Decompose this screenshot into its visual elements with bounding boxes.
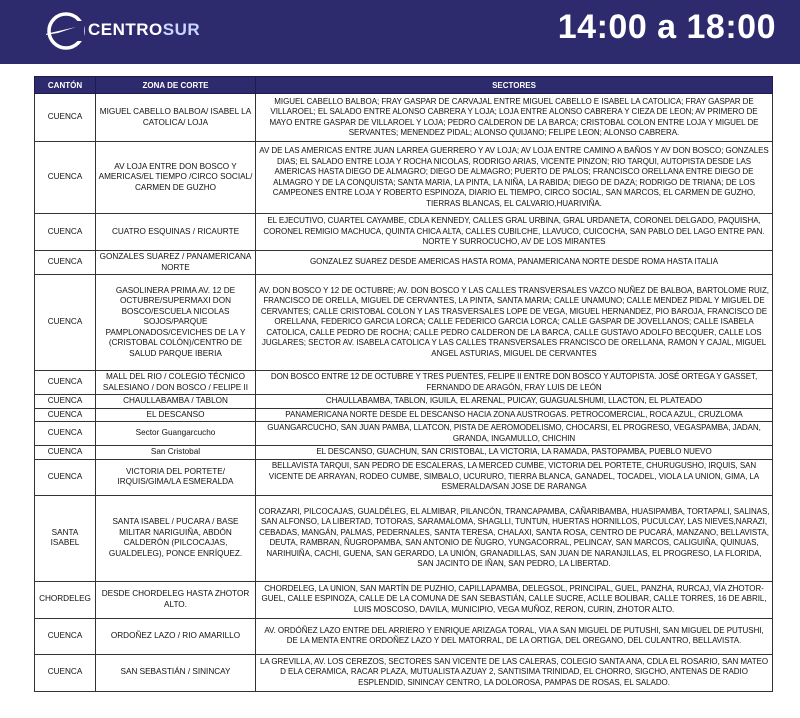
canton-cell: CUENCA — [35, 395, 96, 409]
canton-cell: CUENCA — [35, 251, 96, 275]
zona-cell: GONZALES SUAREZ / PANAMERICANA NORTE — [96, 251, 256, 275]
table-row — [35, 495, 773, 581]
sectores-cell: GONZALEZ SUAREZ DESDE AMERICAS HASTA ROMA, PANAMERICANA NORTE DESDE ROMA HASTA ITALIA — [256, 251, 773, 275]
table-row — [35, 395, 773, 409]
sectores-cell: EL EJECUTIVO, CUARTEL CAYAMBE, CDLA KENNEDY, CALLES GRAL URBINA, GRAL URDANETA, CORONEL DELGADO, PAQUISHA, CORONEL REMIGIO MACHUCA, QUINTA CHICA ALTA, CALLES CUBILCHE, LLAVUCO, CUICOCHA, SAN PABLO DEL LAGO ENTRE PAN. NORTE Y SURROCUCHO, AV DE LOS MIRANTES — [256, 214, 773, 251]
table-row — [35, 142, 773, 214]
table-row — [35, 94, 773, 142]
table-row — [35, 459, 773, 495]
zona-cell: Sector Guangarcucho — [96, 422, 256, 446]
sectores-cell: GUANGARCUCHO, SAN JUAN PAMBA, LLATCON, PISTA DE AEROMODELISMO, CHOCARSI, EL PROGRESO, VEGASPAMBA, JADAN, GRANDA, INGAMULLO, CHICHIN — [256, 422, 773, 446]
canton-cell: CUENCA — [35, 408, 96, 422]
table-row — [35, 446, 773, 460]
outage-table — [34, 76, 773, 692]
table-body — [35, 94, 773, 692]
zona-cell: MIGUEL CABELLO BALBOA/ ISABEL LA CATOLICA/ LOJA — [96, 94, 256, 142]
centrosur-logo-icon — [46, 11, 86, 51]
brand-prefix: CENTRO — [88, 20, 163, 39]
canton-cell: CHORDELEG — [35, 581, 96, 618]
canton-cell: CUENCA — [35, 371, 96, 395]
brand-logo — [30, 11, 290, 51]
sectores-cell: LA GREVILLA, AV. LOS CEREZOS, SECTORES SAN VICENTE DE LAS CALERAS, COLEGIO SANTA ANA, CDLA EL ROSARIO, SAN MATEO D ELA CERAMICA, RACAR PLAZA, MUTUALISTA AZUAY 2, SANTISIMA TRINIDAD, EL CHORRO, SIGCHO, ANTENAS DE RADIO ESPLENDID, SININCAY CENTRO, LA DOLOROSA, PAMPAS DE ROSAS, EL SALADO. — [256, 654, 773, 691]
table-row — [35, 422, 773, 446]
canton-cell: CUENCA — [35, 618, 96, 654]
header-canton: CANTÓN — [35, 77, 96, 94]
zona-cell: SAN SEBASTIÁN / SININCAY — [96, 654, 256, 691]
zona-cell: San Cristobal — [96, 446, 256, 460]
zona-cell: AV LOJA ENTRE DON BOSCO Y AMERICAS/EL TIEMPO /CIRCO SOCIAL/ CARMEN DE GUZHO — [96, 142, 256, 214]
zona-cell: GASOLINERA PRIMA AV. 12 DE OCTUBRE/SUPERMAXI DON BOSCO/ESCUELA NICOLAS SOJOS/PARQUE PAMPLONADOS/CEVICHES DE LA Y (CRISTOBAL COLÓN)/CENTRO DE SALUD PARQUE IBERIA — [96, 275, 256, 371]
table-row — [35, 214, 773, 251]
zona-cell: MALL DEL RIO / COLEGIO TÉCNICO SALESIANO / DON BOSCO / FELIPE II — [96, 371, 256, 395]
zona-cell: SANTA ISABEL / PUCARA / BASE MILITAR NARIGUIÑA, ABDÓN CALDERÓN (PILCOCAJAS, GUALDELEG), PONCE ENRÍQUEZ. — [96, 495, 256, 581]
outage-table-container — [34, 76, 772, 692]
sectores-cell: PANAMERICANA NORTE DESDE EL DESCANSO HACIA ZONA AUSTROGAS. PETROCOMERCIAL, ROCA AZUL, CRUZLOMA — [256, 408, 773, 422]
table-row — [35, 618, 773, 654]
table-row — [35, 654, 773, 691]
canton-cell: CUENCA — [35, 94, 96, 142]
zona-cell: VICTORIA DEL PORTETE/ IRQUIS/GIMA/LA ESMERALDA — [96, 459, 256, 495]
canton-cell: CUENCA — [35, 654, 96, 691]
brand-suffix: SUR — [162, 20, 201, 39]
brand-name — [88, 20, 200, 40]
table-row — [35, 371, 773, 395]
sectores-cell: CORAZARI, PILCOCAJAS, GUALDÉLEG, EL ALMIBAR, PILANCÓN, TRANCAPAMBA, CAÑARIBAMBA, HUASIPAMBA, TORTAPALI, SALINAS, SAN ALFONSO, LA LIBERTAD, TOTORAS, SARAMALOMA, SHAGLLI, TUNTUN, HUERTAS HORNILLOS, PUCULCAY, LAS NIEVES,NARAZI, CEBADAS, MANGÁN, PALMAS, PEDERNALES, SANTA TERESA, CHALAXI, SANTA ROSA, CENTRO DE PUCARÁ, MANZANO, BELLAVISTA, DEUTA, RAMBRAN, ÑUGROPAMBA, SAN ANTONIO DE ÑUGRO, YUNGACORRAL, PELINCAY, SAN MARCOS, CALIGUIÑA, QUINUAS, NARIHUIÑA, CACHI, GUENA, SAN GERARDO, LA UNIÓN, GRANADILLAS, SAN JUAN DE NARANJILLAS, EL PROGRESO, LA FLORIDA, SAN JACINTO DE IÑAN, SAN PEDRO, LA LIBERTAD. — [256, 495, 773, 581]
time-range: 14:00 a 18:00 — [557, 8, 776, 46]
canton-cell: CUENCA — [35, 214, 96, 251]
canton-cell: SANTA ISABEL — [35, 495, 96, 581]
canton-cell: CUENCA — [35, 275, 96, 371]
zona-cell: CUATRO ESQUINAS / RICAURTE — [96, 214, 256, 251]
canton-cell: CUENCA — [35, 422, 96, 446]
canton-cell: CUENCA — [35, 446, 96, 460]
zona-cell: CHAULLABAMBA / TABLON — [96, 395, 256, 409]
header-sectores: SECTORES — [256, 77, 773, 94]
zona-cell: ORDOÑEZ LAZO / RIO AMARILLO — [96, 618, 256, 654]
header-bar — [0, 0, 800, 64]
sectores-cell: CHORDELEG, LA UNION, SAN MARTÍN DE PUZHIO, CAPILLAPAMBA, DELEGSOL, PRINCIPAL, GUEL, PANZHA, RURCAJ, VÍA ZHOTOR- GUEL, CALLE ESPINOZA, CALLE DE LA COMUNA DE SAN SEBASTIÁN, CALLE SUCRE, ACLLE BOLIBAR, CALLE TORRES, 16 DE ABRIL, LUIS MOSCOSO, DAVILA, MUNICIPIO, VEGA MUÑOZ, RERON, CURIN, ZHOTOR ALTO. — [256, 581, 773, 618]
canton-cell: CUENCA — [35, 142, 96, 214]
sectores-cell: MIGUEL CABELLO BALBOA; FRAY GASPAR DE CARVAJAL ENTRE MIGUEL CABELLO E ISABEL LA CATOLICA; FRAY GASPAR DE VILLAROEL; EL SALADO ENTRE ALONSO CABRERA Y LOJA; LOJA ENTRE ALONSO CABRERA Y CIEZA DE LEON; AV PRIMERO DE MAYO ENTRE GASPAR DE VILLAROEL Y LOJA; PEDRO CALDERON DE LA BARCA; CRISTOBAL COLON ENTRE LOJA Y MIGUEL DE SERVANTES; MENENDEZ PIDAL; ALONSO QUIJANO; FELIPE LEON; ALONSO CABRERA. — [256, 94, 773, 142]
table-row — [35, 581, 773, 618]
canton-cell: CUENCA — [35, 459, 96, 495]
table-row — [35, 275, 773, 371]
sectores-cell: EL DESCANSO, GUACHUN, SAN CRISTOBAL, LA VICTORIA, LA RAMADA, PASTOPAMBA, PUEBLO NUEVO — [256, 446, 773, 460]
zona-cell: DESDE CHORDELEG HASTA ZHOTOR ALTO. — [96, 581, 256, 618]
sectores-cell: BELLAVISTA TARQUI, SAN PEDRO DE ESCALERAS, LA MERCED CUMBE, VICTORIA DEL PORTETE, CHURUGUSHO, IRQUIS, SAN VICENTE DE ARRAYAN, RODEO CUMBE, SIMBALO, UCURURO, TIERRA BLANCA, GANADEL, TOCADEL, VIOLA LA UNION, GIMA, LA ESMERALDA/SAN JOSE DE RARANGA — [256, 459, 773, 495]
sectores-cell: DON BOSCO ENTRE 12 DE OCTUBRE Y TRES PUENTES, FELIPE II ENTRE DON BOSCO Y AUTOPISTA. JOSÉ ORTEGA Y GASSET, FERNANDO DE ARAGÓN, FRAY LUIS DE LEÓN — [256, 371, 773, 395]
table-row — [35, 251, 773, 275]
table-row — [35, 408, 773, 422]
zona-cell: EL DESCANSO — [96, 408, 256, 422]
sectores-cell: AV. ORDÓÑEZ LAZO ENTRE DEL ARRIERO Y ENRIQUE ARIZAGA TORAL, VIA A SAN MIGUEL DE PUTUSHI, SAN MIGUEL DE PUTUSHI, DE LA MENTA ENTRE ORDOÑEZ LAZO Y DEL MATORRAL, DE LA ORTIGA, DEL OREGANO, DEL CULANTRO, BELLAVISTA. — [256, 618, 773, 654]
sectores-cell: AV. DON BOSCO Y 12 DE OCTUBRE; AV. DON BOSCO Y LAS CALLES TRANSVERSALES VAZCO NUÑEZ DE BALBOA, BARTOLOME RUIZ, FRANCISCO DE ORELLA, MIGUEL DE CERVANTES, LA PINTA, SANTA MARIA; CALLE UNAMUNO; CALLE MENDEZ PIDAL Y MIGUEL DE CERVANTES; CALLE CRISTOBAL COLON Y LAS TRASVERSALES LOPE DE VEGA, MIGUEL HERNANDEZ, PIO BAROJA, FRANCISCO DE ORELLANA, FEDERICO GARCIA LORCA; CALLE FEDERICO GARCIA LORCA; CALLE GASPAR DE JOVELLANOS; CALLE ISABELA CATOLICA, CALLE PEDRO DE ROCHA; CALLE PEDRO CALDERON DE LA BARCA, CALLE GUSTAVO ADOLFO BECQUER, CALLE LOS JUGLARES; SECTOR AV. ISABELA CATOLICA Y LAS CALLES TRANSVERSALES FRANCISCO DE ORELLANA, RAMON Y CAJAL, MIGUEL ANGEL ASTURIAS, MIGUEL DE CERVANTES — [256, 275, 773, 371]
sectores-cell: CHAULLABAMBA, TABLON, IGUILA, EL ARENAL, PUICAY, GUAGUALSHUMI, LLACTON, EL PLATEADO — [256, 395, 773, 409]
sectores-cell: AV DE LAS AMERICAS ENTRE JUAN LARREA GUERRERO Y AV LOJA; AV LOJA ENTRE CAMINO A BAÑOS Y AV DON BOSCO; GONZALES DIAS; EL SALADO ENTRE LOJA Y ROCHA NICOLAS, RODRIGO ARIAS, VICENTE PINZON; RIO TARQUI, AUTOPISTA DESDE LAS AMERICAS HASTA DIEGO DE ALMAGRO; DIEGO DE ALMAGRO; PUERTO DE PALOS; FRANCISCO ORELLANA ENTRE DIEGO DE ALMAGRO Y DE LA CONQUISTA; SANTA MARIA, LA PINTA, LA NIÑA, LA RABIDA; DIEGO DE DAZA; RODRIGO DE TRIANA; DE LOS CAMPEONES ENTRE LOJA Y ROBERTO ESPINOZA, DIARIO EL TIEMPO, CIRCO SOCIAL, SAN MARCOS, EL CARMEN DE GUZHO, TIERRAS BLANCAS, EL CALVARIO,HUARIVIÑA. — [256, 142, 773, 214]
header-zona-de-corte: ZONA DE CORTE — [96, 77, 256, 94]
table-header-row — [35, 77, 773, 94]
